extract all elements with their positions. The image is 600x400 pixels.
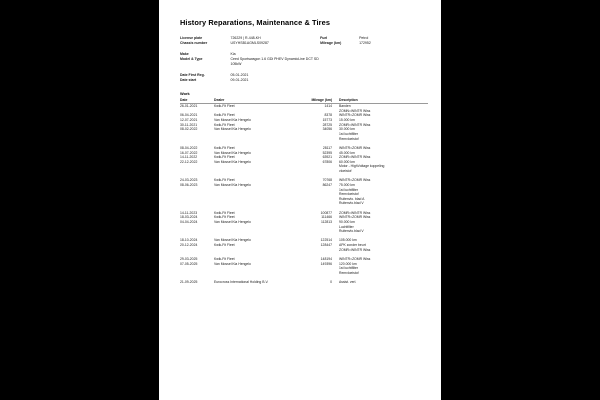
table-row	[180, 103, 428, 113]
cell-date: 22-12-2022	[180, 159, 198, 164]
cell-date: 21-09-2025	[180, 280, 198, 285]
cell-dealer: Kwik-Fit Fleet	[214, 215, 235, 220]
table-row	[180, 243, 428, 252]
column-header-dealer: Dealer	[214, 98, 288, 104]
description-main: 120.000 km	[339, 261, 357, 266]
cell-mileage: 34056	[322, 127, 332, 132]
detail-value: 05-01-2021	[230, 72, 249, 77]
cell-dealer: Van Mossel Kia Hengelo	[214, 261, 251, 266]
table-row	[180, 183, 428, 206]
table-row	[180, 127, 428, 141]
description-main: ZOMR=WINTR Wiss	[339, 155, 371, 160]
work-history-table	[180, 98, 428, 285]
cell-description	[339, 262, 428, 276]
description-main: WINTR=ZOMR Wiss	[339, 256, 371, 261]
vehicle-details-body	[180, 36, 428, 83]
cell-dealer: Kwik-Fit Fleet	[214, 122, 235, 127]
description-extra: ZOMN=WINTR Wiss	[339, 108, 371, 113]
description-main: WINTR=ZOMR Wiss	[339, 113, 371, 118]
cell-date: 18-03-2024	[180, 215, 198, 220]
cell-dealer: Van Mossel Kia Hengelo	[214, 117, 251, 122]
description-main: 75.000 km	[339, 183, 355, 188]
cell-date: 29-03-2025	[180, 256, 198, 261]
cell-description	[339, 220, 428, 234]
description-main: Banden	[339, 104, 351, 109]
cell-date: 08-06-2023	[180, 183, 198, 188]
description-main: ZOMR=WINTR Wiss	[339, 122, 371, 127]
description-extra: Remvloeistof	[339, 270, 359, 275]
detail-value-secondary	[359, 57, 428, 67]
column-header-date: Date	[180, 98, 214, 104]
detail-label-secondary	[320, 78, 359, 83]
vehicle-details-table	[180, 36, 428, 83]
cell-mileage: 0	[330, 280, 332, 285]
cell-dealer: Kwik-Fit Fleet	[214, 113, 235, 118]
cell-mileage: 67806	[322, 159, 332, 164]
cell-mileage: 1414	[324, 104, 332, 109]
cell-dealer: Kwik-Fit Fleet	[214, 178, 235, 183]
detail-value: USYHSB1AGMLS09287	[230, 41, 269, 46]
cell-date: 04-04-2024	[180, 220, 198, 224]
cell-dealer: Kwik-Fit Fleet	[214, 155, 235, 160]
cell-date: 07-05-2025	[180, 261, 198, 266]
description-main: 60.000 km	[339, 159, 355, 164]
work-section-title: Work	[180, 91, 190, 97]
cell-dealer: Van Mossel Kia Hengelo	[214, 159, 251, 164]
description-extra: 1st luchtfilter	[339, 266, 359, 271]
cell-mileage: 8378	[324, 113, 332, 118]
description-extra: 1st luchtfilter	[339, 131, 359, 136]
detail-value: Ceed Sportswagon 1.6 GDi PHEV DynamicLine DCT SD 105kW	[230, 57, 319, 66]
description-main: 90.000 km	[339, 220, 355, 224]
cell-mileage: 15773	[322, 117, 332, 122]
cell-mileage: 63921	[322, 155, 332, 160]
cell-date: 08-04-2022	[180, 145, 198, 150]
description-main: WINTR=ZOMR Wiss	[339, 178, 371, 183]
detail-row	[180, 78, 428, 83]
cell-mileage: 28117	[322, 145, 332, 150]
cell-mileage: 86247	[322, 183, 332, 188]
cell-dealer: Van Mossel Kia Hengelo	[214, 183, 251, 188]
detail-value-secondary: 172952	[359, 41, 371, 46]
description-main: WINTR=ZOMR Wiss	[339, 215, 371, 220]
description-extra: ZOMR=WINTR Wiss	[339, 247, 371, 252]
cell-mileage: 52395	[322, 150, 332, 155]
description-extra: Remvloeistof	[339, 136, 359, 141]
description-main: ZOMR=WINTR Wiss	[339, 210, 371, 215]
detail-label: License plate	[180, 36, 203, 40]
cell-dealer: Kwik-Fit Fleet	[214, 145, 235, 150]
cell-dealer: Van Mossel Kia Hengelo	[214, 150, 251, 155]
table-row	[180, 220, 428, 234]
description-main: 30.000 km	[339, 127, 355, 132]
description-extra: Ruitenvlo.blad V	[339, 229, 364, 234]
cell-mileage: 122514	[320, 238, 332, 243]
detail-label-secondary: Mileage (km)	[320, 41, 342, 46]
cell-date: 12-07-2021	[180, 117, 198, 122]
detail-label: Make	[180, 52, 189, 56]
detail-label: Model & Type	[180, 57, 203, 62]
description-extra: 1st luchtfilter	[339, 187, 359, 192]
description-extra: vloeistof	[339, 169, 352, 174]
cell-mileage: 100877	[320, 210, 332, 215]
description-main: 105.000 km	[339, 238, 357, 243]
detail-value: Kia	[230, 52, 236, 56]
description-extra: Remvloeistof	[339, 192, 359, 197]
cell-description	[339, 280, 428, 285]
cell-date: 08-02-2022	[180, 127, 198, 132]
description-extra: Ruitenvlo.blad V	[339, 201, 364, 206]
cell-mileage: 111466	[321, 215, 332, 220]
description-main: 15.000 km	[339, 117, 355, 122]
cell-dealer: Eurocross International Holding B.V.	[214, 280, 269, 285]
cell-date: 14-11-2023	[180, 210, 198, 215]
description-extra: Ruitenvlo. blad A	[339, 196, 365, 201]
cell-date: 20-12-2024	[180, 243, 198, 248]
cell-date: 06-04-2021	[180, 113, 198, 118]
work-table-body	[180, 103, 428, 284]
description-main: WINTR=ZOMR Wiss	[339, 145, 371, 150]
detail-value: 726229 | R-448-KH	[230, 36, 261, 40]
cell-mileage: 70768	[322, 178, 332, 183]
cell-description	[339, 160, 428, 174]
description-extra: Luchtfilter	[339, 224, 354, 229]
cell-date: 30-11-2021	[180, 122, 198, 127]
table-row	[180, 280, 428, 285]
table-row	[180, 160, 428, 174]
detail-value: 09-01-2021	[230, 77, 249, 82]
cell-date: 16-07-2022	[180, 150, 198, 155]
detail-label: Date start	[180, 77, 197, 82]
description-main: APK zonder beurt	[339, 243, 366, 248]
cell-date: 14-11-2022	[180, 155, 198, 160]
detail-label: Date First Reg.	[180, 72, 205, 77]
description-extra: Motor - HighVoltage koppeling	[339, 164, 385, 169]
cell-mileage: 149396	[320, 261, 332, 266]
cell-mileage: 128447	[320, 243, 332, 248]
detail-value-secondary	[359, 78, 428, 83]
cell-dealer: Kwik-Fit Fleet	[214, 256, 235, 261]
detail-label-secondary	[320, 57, 359, 67]
cell-dealer: Van Mossel Kia Hengelo	[214, 127, 251, 132]
detail-label: Chassis number	[180, 41, 208, 46]
cell-dealer: Kwik-Fit Fleet	[214, 210, 235, 215]
cell-mileage: 148194	[320, 256, 332, 261]
detail-label-secondary: Fuel	[320, 36, 328, 40]
cell-description	[339, 103, 428, 113]
cell-dealer: Van Mossel Kia Hengelo	[214, 220, 251, 224]
page-title: History Reparations, Maintenance & Tires	[180, 18, 331, 27]
cell-description	[339, 183, 428, 206]
description-main: 45.000 km	[339, 150, 355, 155]
column-header-description: Description	[339, 98, 428, 104]
detail-value-secondary: Petrol	[359, 36, 369, 40]
document-sheet	[159, 0, 441, 400]
cell-dealer: Van Mossel Kia Hengelo	[214, 238, 251, 243]
cell-description	[339, 127, 428, 141]
cell-dealer: Kwik-Fit Fleet	[214, 104, 235, 109]
description-main: Assist. verl.	[339, 280, 357, 285]
cell-date: 26-01-2021	[180, 104, 198, 109]
cell-date: 18-10-2024	[180, 238, 198, 243]
column-header-mileage: Mileage (km)	[288, 98, 339, 104]
table-row	[180, 262, 428, 276]
cell-dealer: Kwik-Fit Fleet	[214, 243, 235, 248]
detail-row	[180, 57, 428, 67]
cell-date: 24-03-2023	[180, 178, 198, 183]
cell-description	[339, 243, 428, 252]
cell-mileage: 28725	[322, 122, 332, 127]
cell-mileage: 112813	[320, 220, 332, 224]
